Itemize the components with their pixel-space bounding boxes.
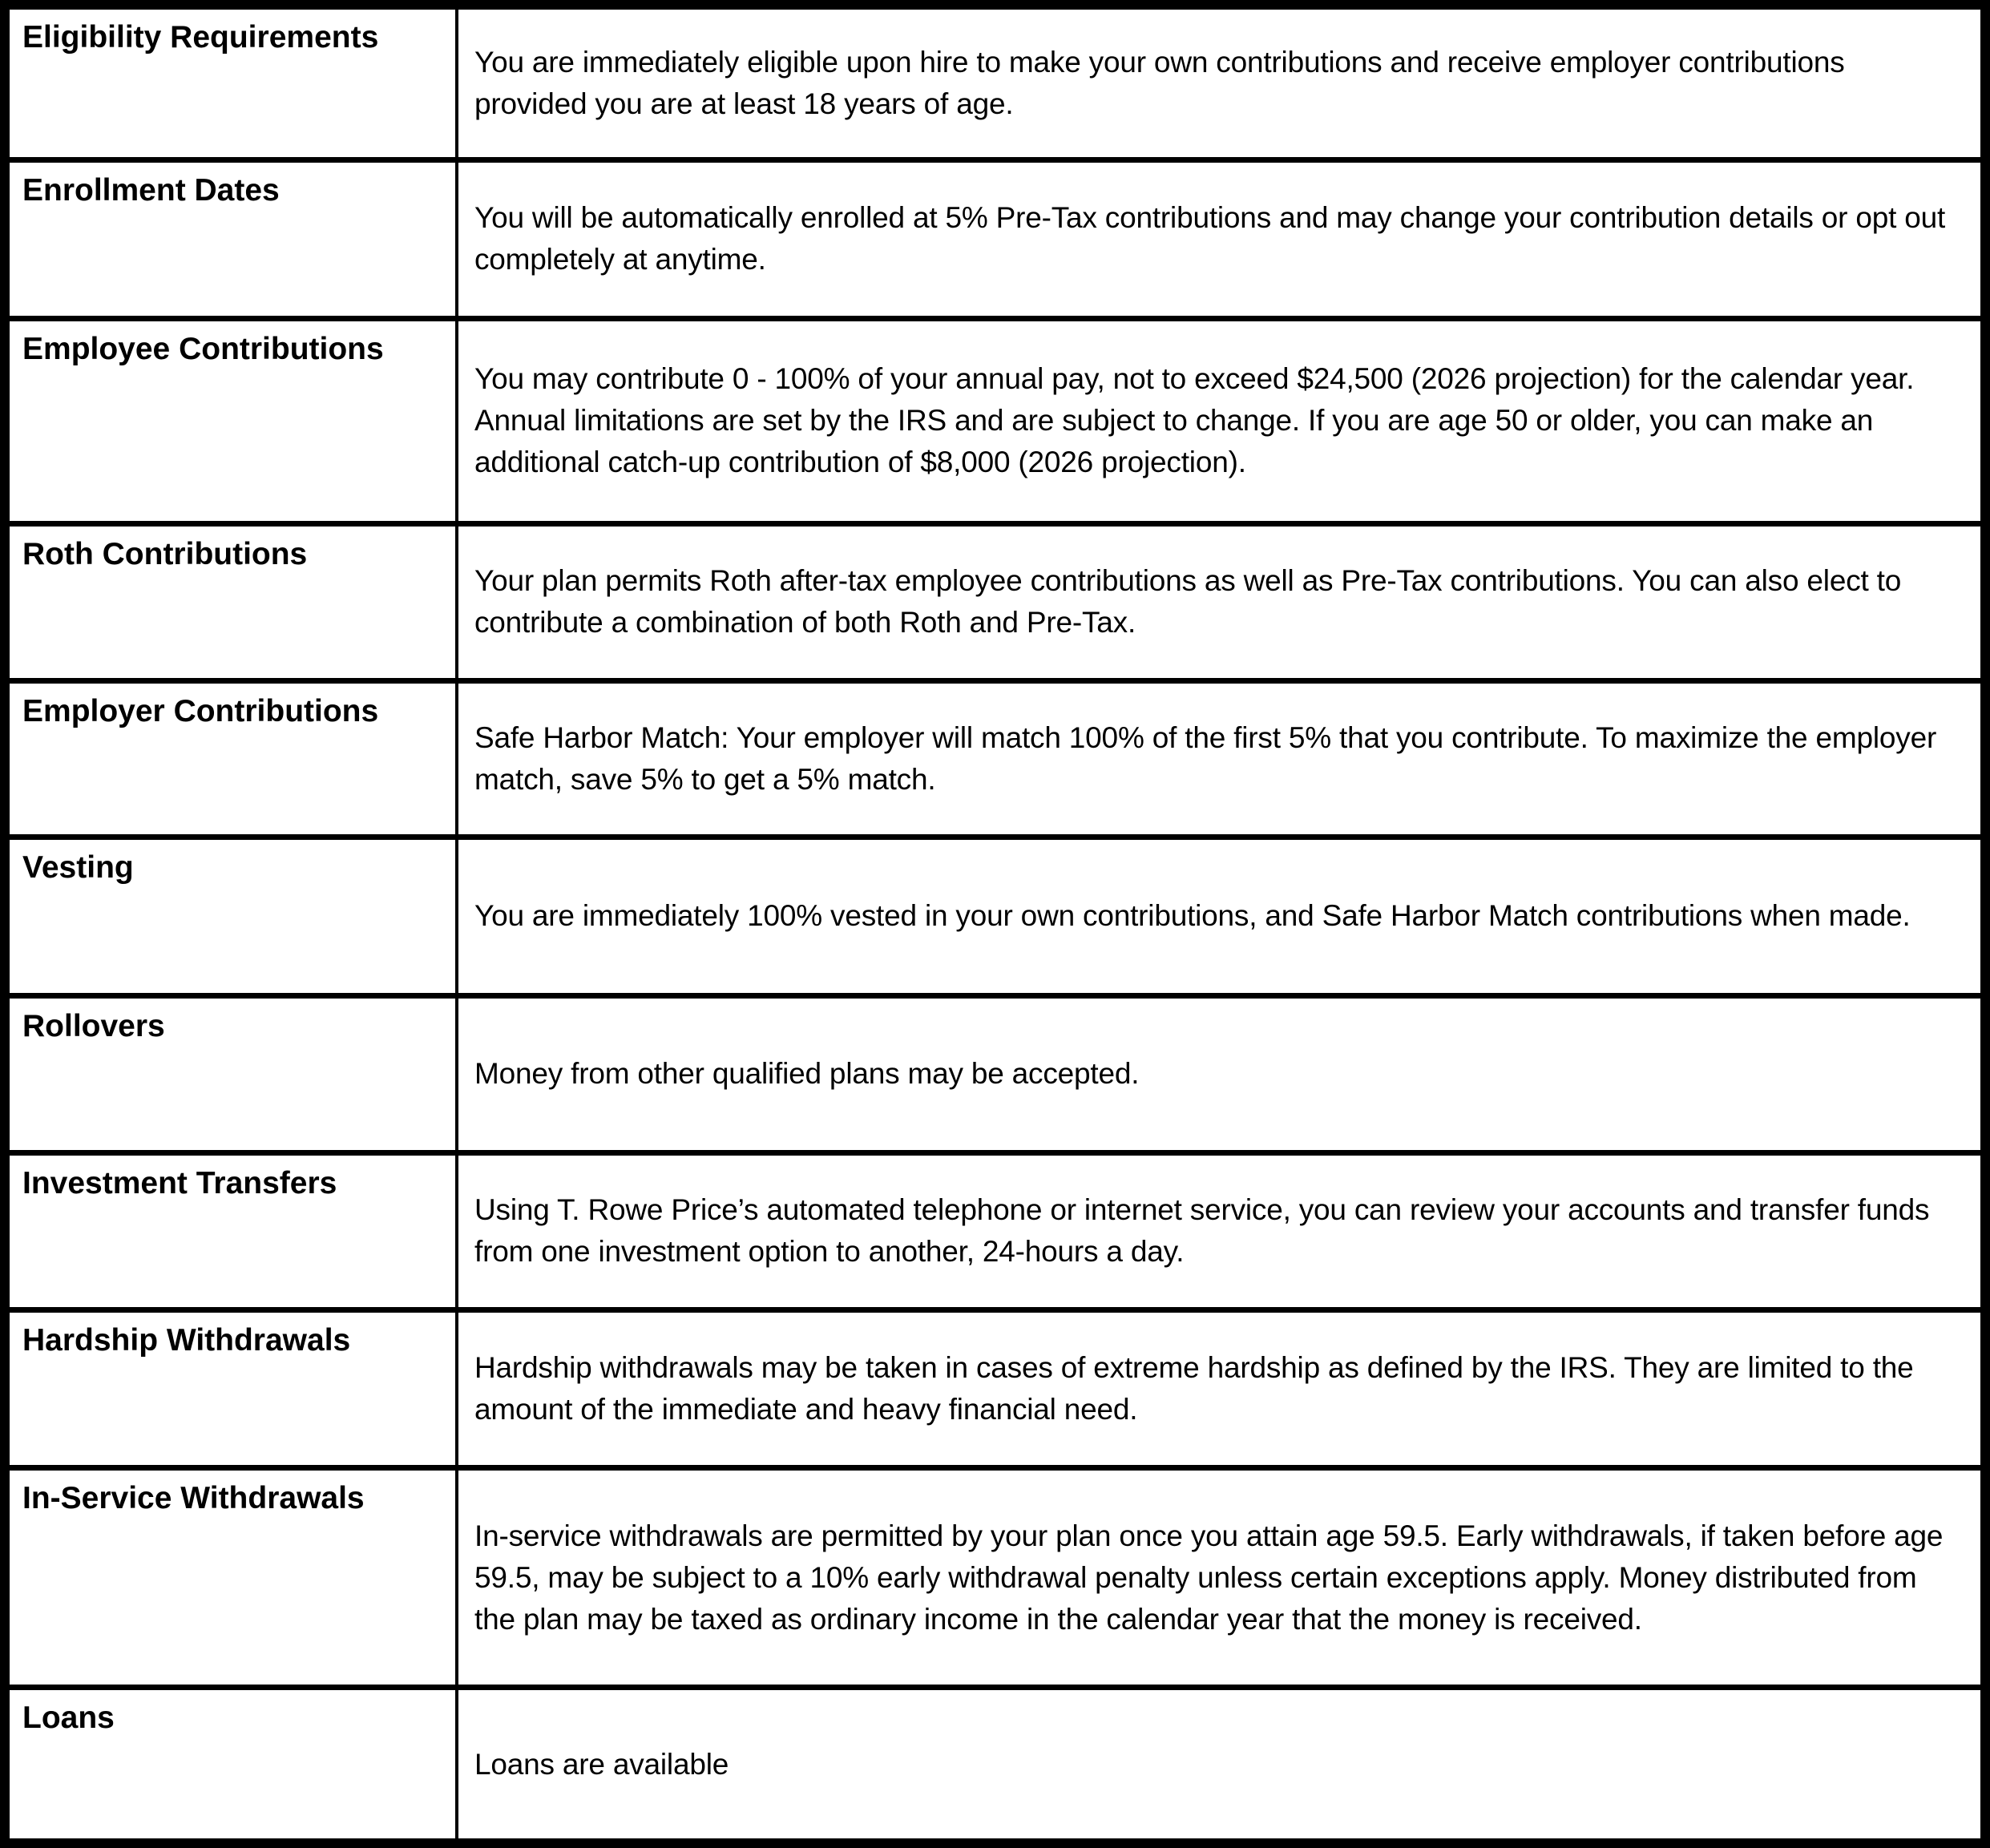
row-header-label: Employee Contributions <box>22 331 384 366</box>
row-description-text: Safe Harbor Match: Your employer will match 100% of the first 5% that you contribute. To maximize the employer match, save 5% to get a 5% match. <box>474 720 1937 796</box>
row-description-text: Using T. Rowe Price’s automated telephone or internet service, you can review your accounts and transfer funds from one investment option to another, 24-hours a day. <box>474 1193 1930 1269</box>
row-header-cell <box>5 523 457 680</box>
row-description-text: Hardship withdrawals may be taken in cases of extreme hardship as defined by the IRS. They are limited to the amount of the immediate and heavy financial need. <box>474 1350 1914 1426</box>
row-description-cell <box>457 1309 1985 1467</box>
table-row <box>5 680 1985 837</box>
row-description-cell <box>457 1152 1985 1309</box>
table-row <box>5 523 1985 680</box>
row-header-cell <box>5 1309 457 1467</box>
row-description-cell <box>457 837 1985 995</box>
table-row <box>5 5 1985 159</box>
row-header-label: Roth Contributions <box>22 536 308 571</box>
row-header-cell <box>5 680 457 837</box>
row-header-cell <box>5 318 457 523</box>
table-row <box>5 1688 1985 1843</box>
row-header-cell <box>5 5 457 159</box>
row-description-text: You are immediately eligible upon hire to make your own contributions and receive employer contributions provided you are at least 18 years of age. <box>474 45 1845 120</box>
row-description-cell <box>457 1688 1985 1843</box>
row-header-label: Hardship Withdrawals <box>22 1322 351 1358</box>
row-header-cell <box>5 837 457 995</box>
table-row <box>5 159 1985 318</box>
row-description-cell <box>457 5 1985 159</box>
row-description-cell <box>457 995 1985 1152</box>
row-description-text: Money from other qualified plans may be accepted. <box>474 1057 1140 1091</box>
row-description-text: Loans are available <box>474 1747 729 1781</box>
row-header-label: In-Service Withdrawals <box>22 1480 365 1515</box>
row-header-label: Rollovers <box>22 1008 165 1043</box>
row-header-label: Employer Contributions <box>22 693 379 728</box>
table-row <box>5 318 1985 523</box>
table-row <box>5 995 1985 1152</box>
row-header-label: Enrollment Dates <box>22 172 280 208</box>
table-row <box>5 1152 1985 1309</box>
table-row <box>5 1309 1985 1467</box>
table-row <box>5 1467 1985 1687</box>
row-header-label: Loans <box>22 1701 115 1736</box>
row-description-text: You are immediately 100% vested in your own contributions, and Safe Harbor Match contributions when made. <box>474 899 1911 933</box>
table-row <box>5 837 1985 995</box>
row-description-text: Your plan permits Roth after-tax employee contributions as well as Pre-Tax contributions. You can also elect to contribute a combination of both Roth and Pre-Tax. <box>474 564 1902 640</box>
row-description-text: You may contribute 0 - 100% of your annual pay, not to exceed $24,500 (2026 projection) for the calendar year. Annual limitations are set by the IRS and are subject to change. If you are age 50 or older, you can make an additional catch-up contribution of $8,000 (2026 projection). <box>474 362 1915 479</box>
row-description-text: You will be automatically enrolled at 5% Pre-Tax contributions and may change your contribution details or opt out completely at anytime. <box>474 201 1946 276</box>
row-header-cell <box>5 1152 457 1309</box>
row-header-label: Eligibility Requirements <box>22 20 379 54</box>
row-header-label: Investment Transfers <box>22 1165 337 1200</box>
row-description-cell <box>457 680 1985 837</box>
row-description-cell <box>457 159 1985 318</box>
row-header-cell <box>5 995 457 1152</box>
row-header-label: Vesting <box>22 849 134 885</box>
row-header-cell <box>5 159 457 318</box>
row-description-text: In-service withdrawals are permitted by your plan once you attain age 59.5. Early withdrawals, if taken before age 59.5, may be subject to a 10% early withdrawal penalty unless certain exceptions apply. Money distributed from the plan may be taxed as ordinary income in the calendar year that the money is received. <box>474 1519 1944 1636</box>
row-header-cell <box>5 1467 457 1687</box>
row-description-cell <box>457 523 1985 680</box>
row-description-cell <box>457 318 1985 523</box>
row-description-cell <box>457 1467 1985 1687</box>
row-header-cell <box>5 1688 457 1843</box>
